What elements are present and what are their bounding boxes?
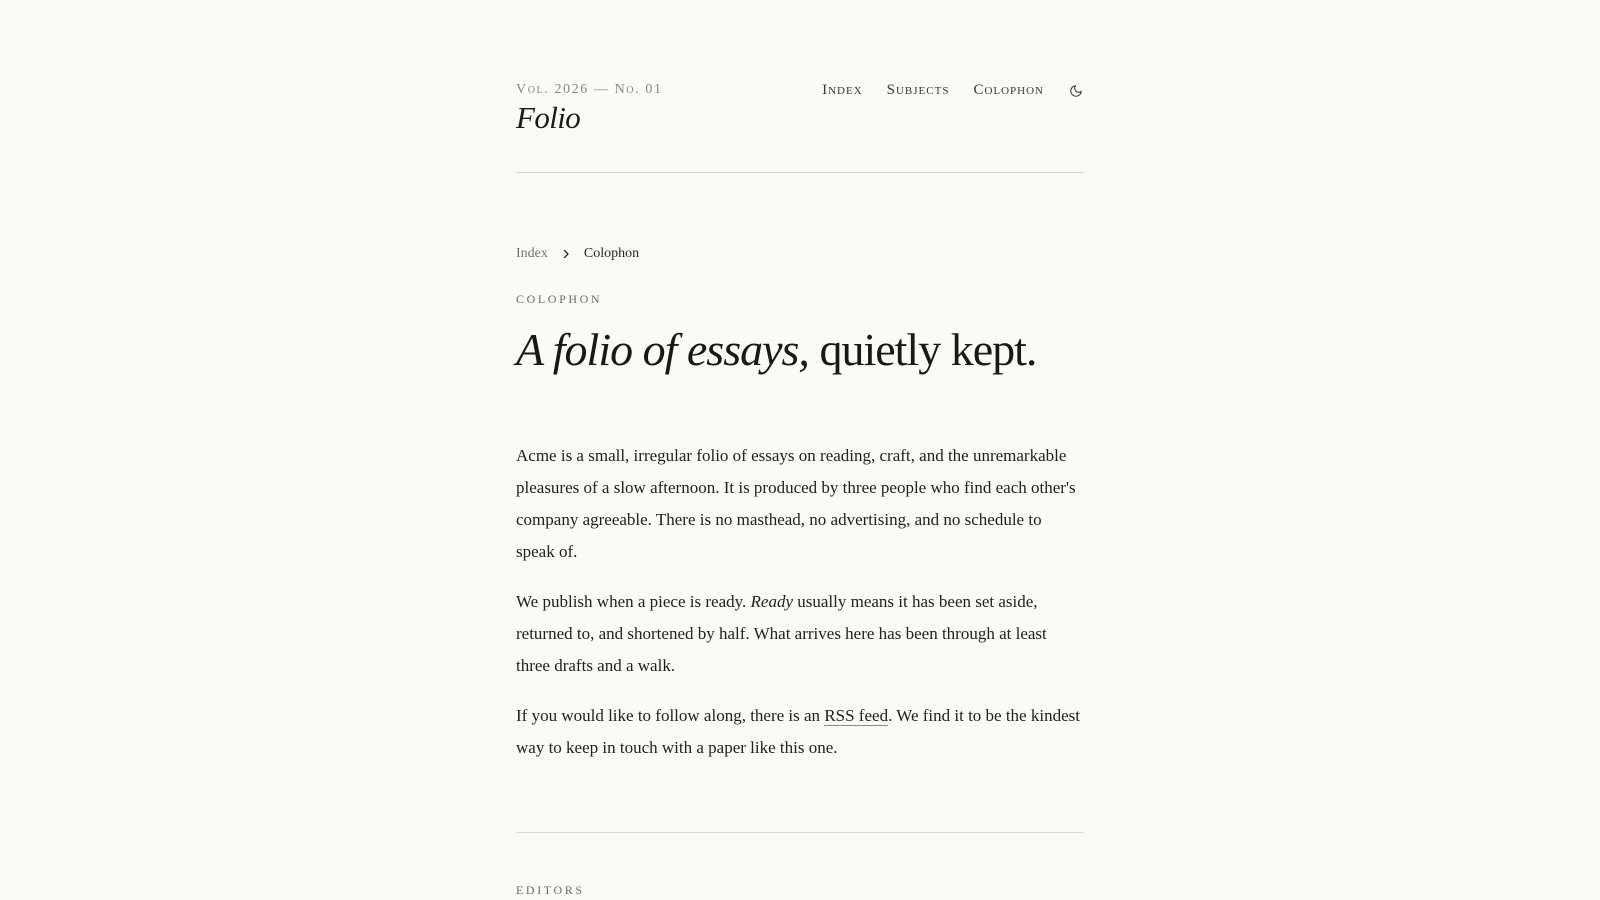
breadcrumb <box>516 246 639 262</box>
breadcrumb-current: Colophon <box>583 246 640 261</box>
theme-toggle-button[interactable] <box>1068 83 1084 99</box>
issue-line: Vol. 2026 — No. 01 <box>516 82 663 97</box>
paragraph-publishing <box>516 586 1084 682</box>
paragraph-publishing-lead: We publish when a piece is ready. <box>516 592 751 611</box>
site-header <box>516 82 1084 172</box>
paragraph-follow-lead: If you would like to follow along, there is an <box>516 706 825 725</box>
paragraph-follow <box>516 700 1084 764</box>
paragraph-follow-rest: . We find it to be the kindest way to keep in touch with a paper like this one. <box>516 706 1080 757</box>
nav-colophon[interactable]: Colophon <box>973 82 1044 98</box>
nav-subjects[interactable]: Subjects <box>886 82 950 98</box>
emphasis-ready: Ready <box>750 592 793 611</box>
page-title-rest: quietly kept. <box>808 324 1037 375</box>
moon-icon <box>1069 84 1083 98</box>
main-nav <box>822 82 1084 99</box>
site-title[interactable]: Folio <box>516 100 581 135</box>
nav-index[interactable]: Index <box>822 82 863 98</box>
page-title <box>516 322 1036 378</box>
editors-kicker: EDITORS <box>516 883 585 897</box>
rss-feed-link[interactable]: RSS feed <box>824 706 889 725</box>
paragraph-intro: Acme is a small, irregular folio of essays on reading, craft, and the unremarkable pleasures of a slow afternoon. It is produced by three people who find each other's company agreeable. There is no masthead, no advertising, and no schedule to speak of. <box>516 446 1076 561</box>
section-kicker: COLOPHON <box>516 292 603 306</box>
section-divider <box>516 832 1084 833</box>
page-title-italic: A folio of essays, <box>516 324 809 375</box>
article-body <box>516 440 1084 782</box>
chevron-right-icon <box>560 248 572 260</box>
paragraph-publishing-rest: usually means it has been set aside, returned to, and shortened by half. What arrives here has been through at least three drafts and a walk. <box>516 592 1047 675</box>
breadcrumb-index-link[interactable]: Index <box>516 246 548 261</box>
header-divider <box>516 172 1084 173</box>
